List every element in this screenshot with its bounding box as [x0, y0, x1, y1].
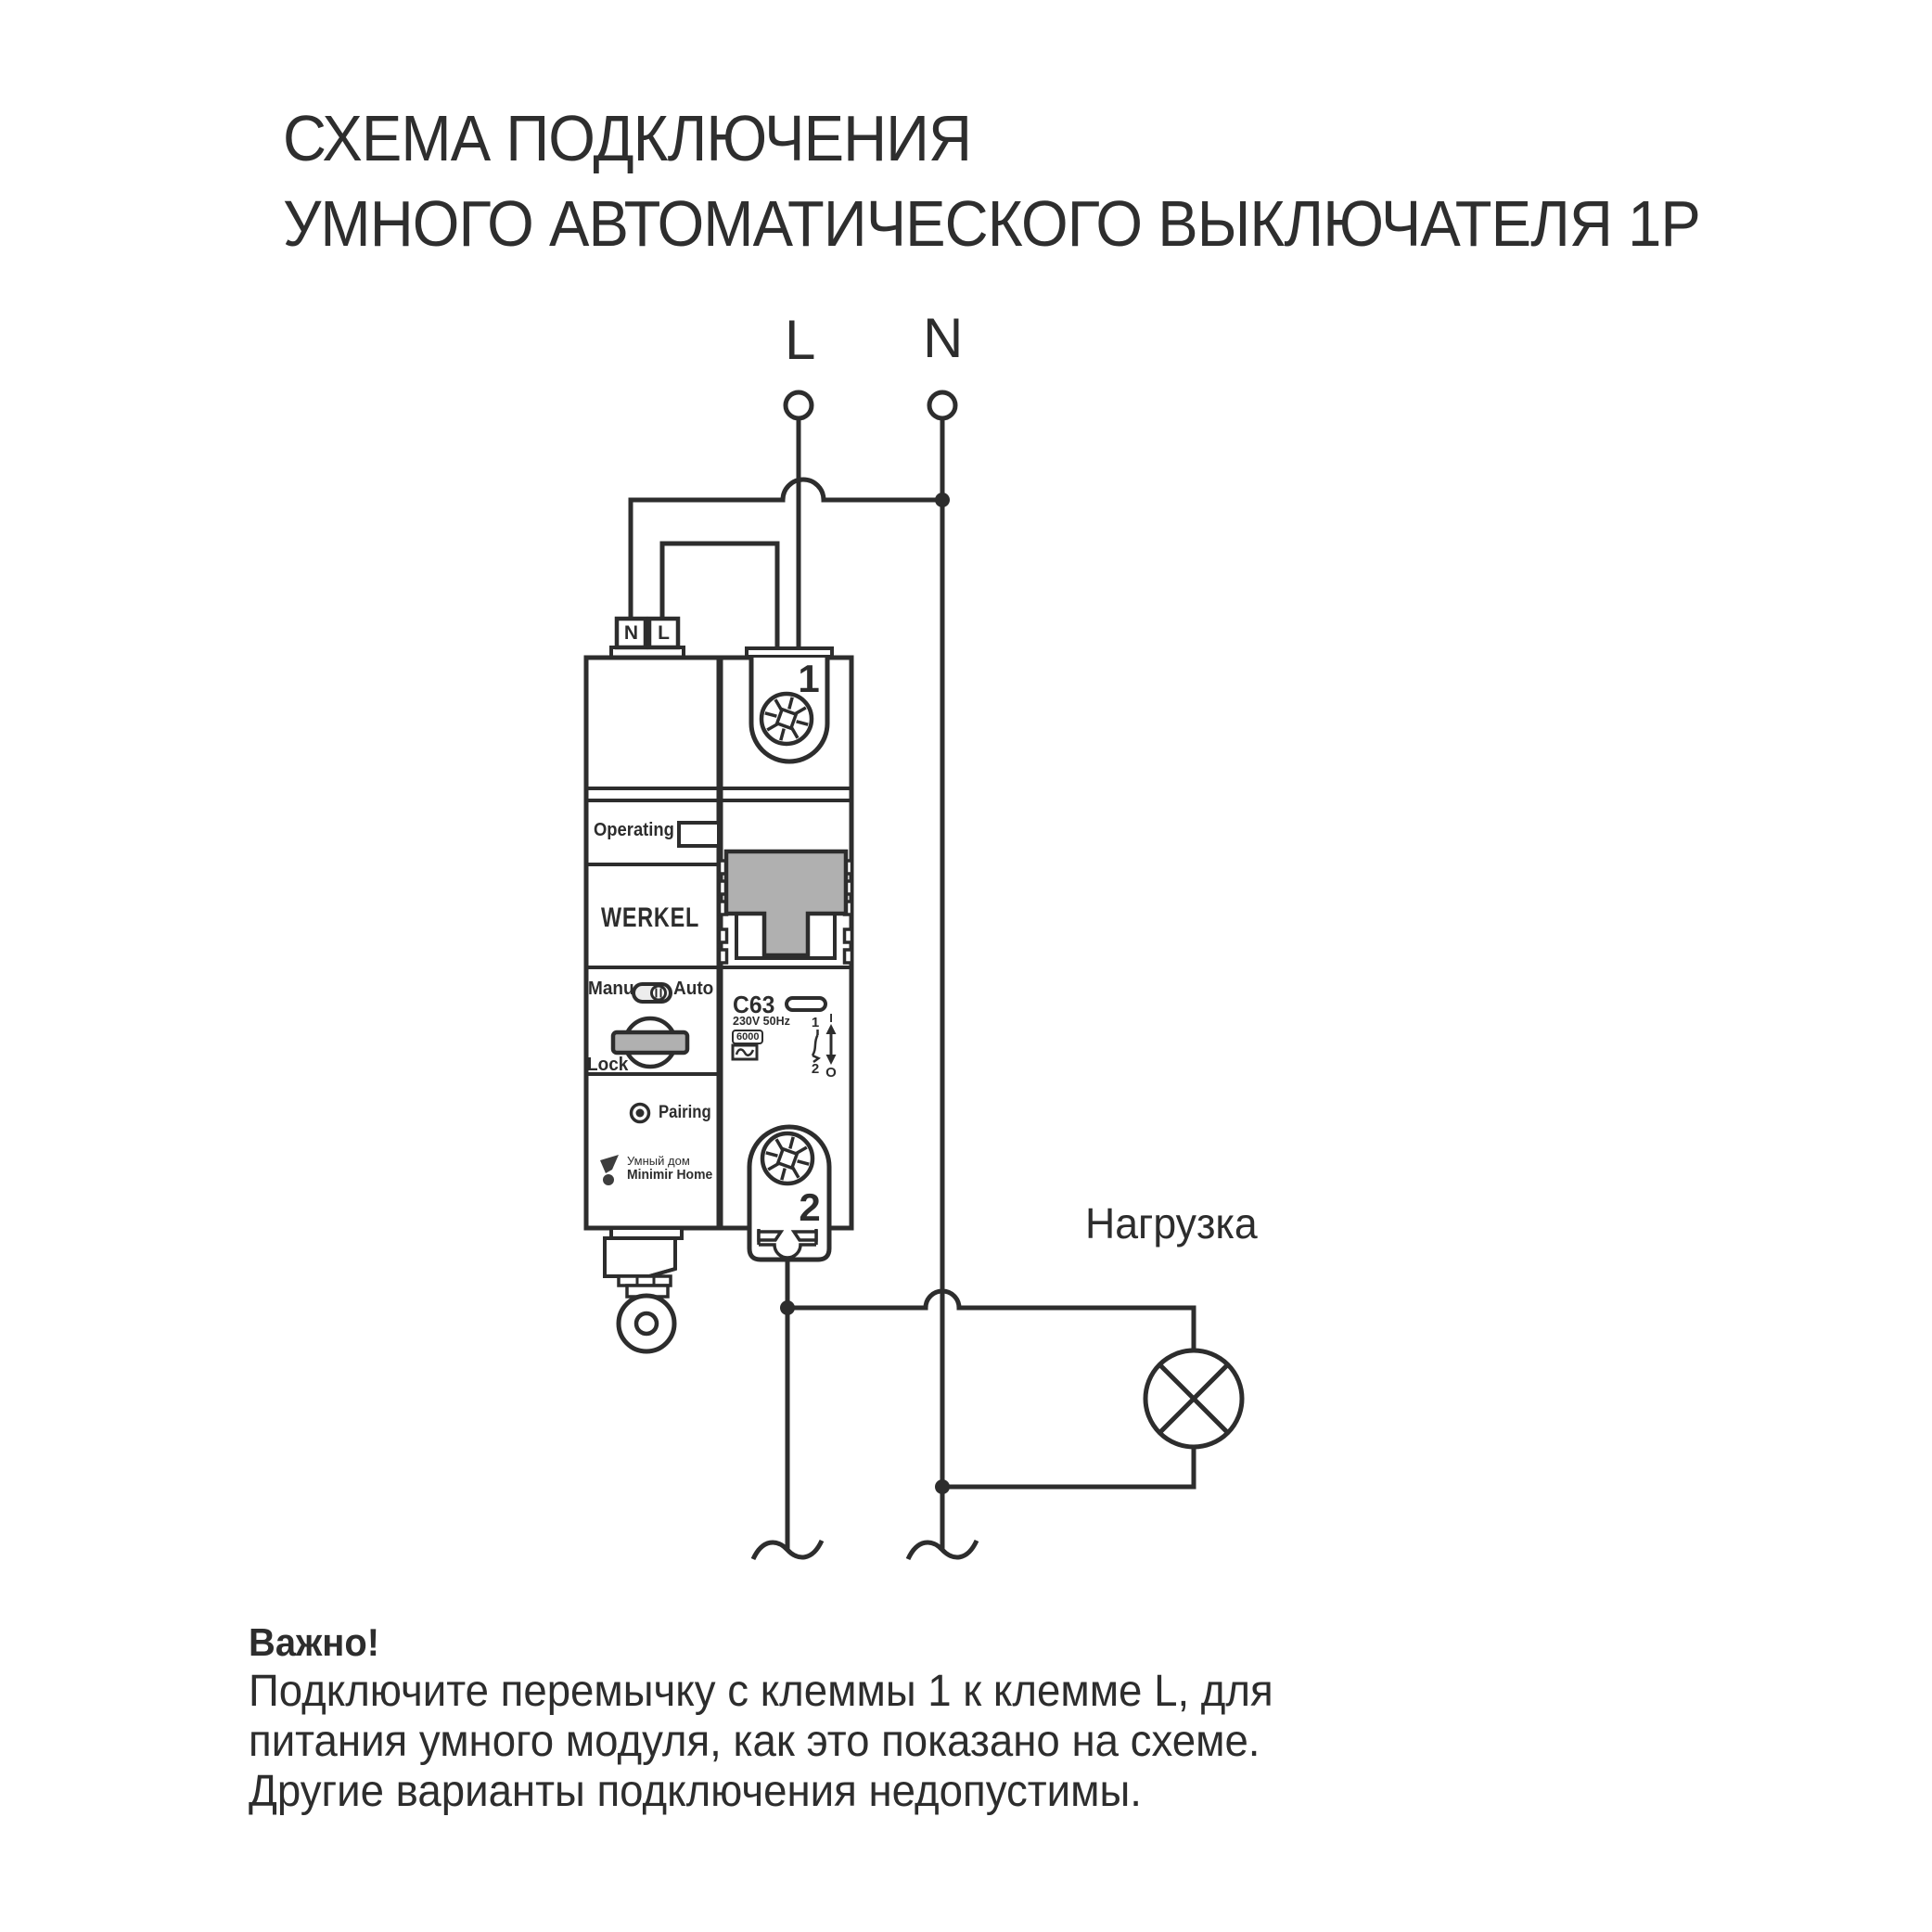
lamp-return-wire: [942, 1447, 1194, 1487]
contact-bottom-label: 2: [811, 1061, 820, 1077]
indicator-pill: [787, 998, 825, 1010]
manu-label: Manu: [588, 979, 634, 999]
contact-top-label: 1: [811, 1015, 820, 1030]
lock-label: Lock: [587, 1055, 629, 1075]
auto-label: Auto: [673, 979, 714, 999]
operating-led-window: [679, 823, 719, 846]
load-branch-wire: [787, 1291, 1194, 1350]
supply-n-terminal-circle: [929, 392, 955, 418]
pairing-label: Pairing: [659, 1103, 711, 1122]
terminal-2-label: 2: [799, 1185, 821, 1229]
breaker-voltage-label: 230V 50Hz: [733, 1015, 790, 1028]
supply-l-terminal-circle: [786, 392, 812, 418]
page-title-line1: СХЕМА ПОДКЛЮЧЕНИЯ: [283, 102, 972, 174]
supply-n-label: N: [923, 307, 964, 369]
load-label: Нагрузка: [1085, 1199, 1258, 1247]
smart-home-logo-line1: Умный дом: [627, 1154, 690, 1168]
brand-logo-text: WERKEL: [601, 902, 700, 933]
lock-knob-slot-bar: [613, 1032, 687, 1053]
on-marker-label: I: [829, 1011, 833, 1025]
toggle-knob: [652, 986, 666, 1000]
input-terminal-l-label: L: [658, 622, 670, 644]
breaker-rating-label: C63: [733, 991, 775, 1018]
page-title-line2: УМНОГО АВТОМАТИЧЕСКОГО ВЫКЛЮЧАТЕЛЯ 1P: [283, 187, 1700, 260]
din-clip: [605, 1228, 682, 1351]
note-heading: Важно!: [249, 1620, 380, 1664]
breaking-capacity-badge: 6000: [732, 1030, 763, 1044]
supply-l-label: L: [785, 309, 816, 371]
note-line2: питания умного модуля, как это показано на схеме.: [249, 1717, 1260, 1766]
note-line3: Другие варианты подключения недопустимы.: [249, 1767, 1142, 1816]
smart-module-body: [586, 658, 719, 1228]
operating-label: Operating: [594, 820, 674, 840]
off-marker-label: O: [825, 1065, 837, 1081]
note-line1: Подключите перемычку с клеммы 1 к клемме L, для: [249, 1667, 1273, 1716]
input-terminal-n-label: N: [623, 622, 639, 644]
terminal-1-label: 1: [798, 657, 820, 700]
smart-home-logo-line2: Minimir Home: [627, 1167, 713, 1183]
breaker-handle-area: [720, 851, 852, 963]
pairing-button-dot: [636, 1109, 645, 1118]
minimir-home-icon-dot: [603, 1174, 614, 1185]
n-branch-to-device-wire: [631, 480, 942, 619]
terminal-1-plate: [747, 648, 832, 657]
